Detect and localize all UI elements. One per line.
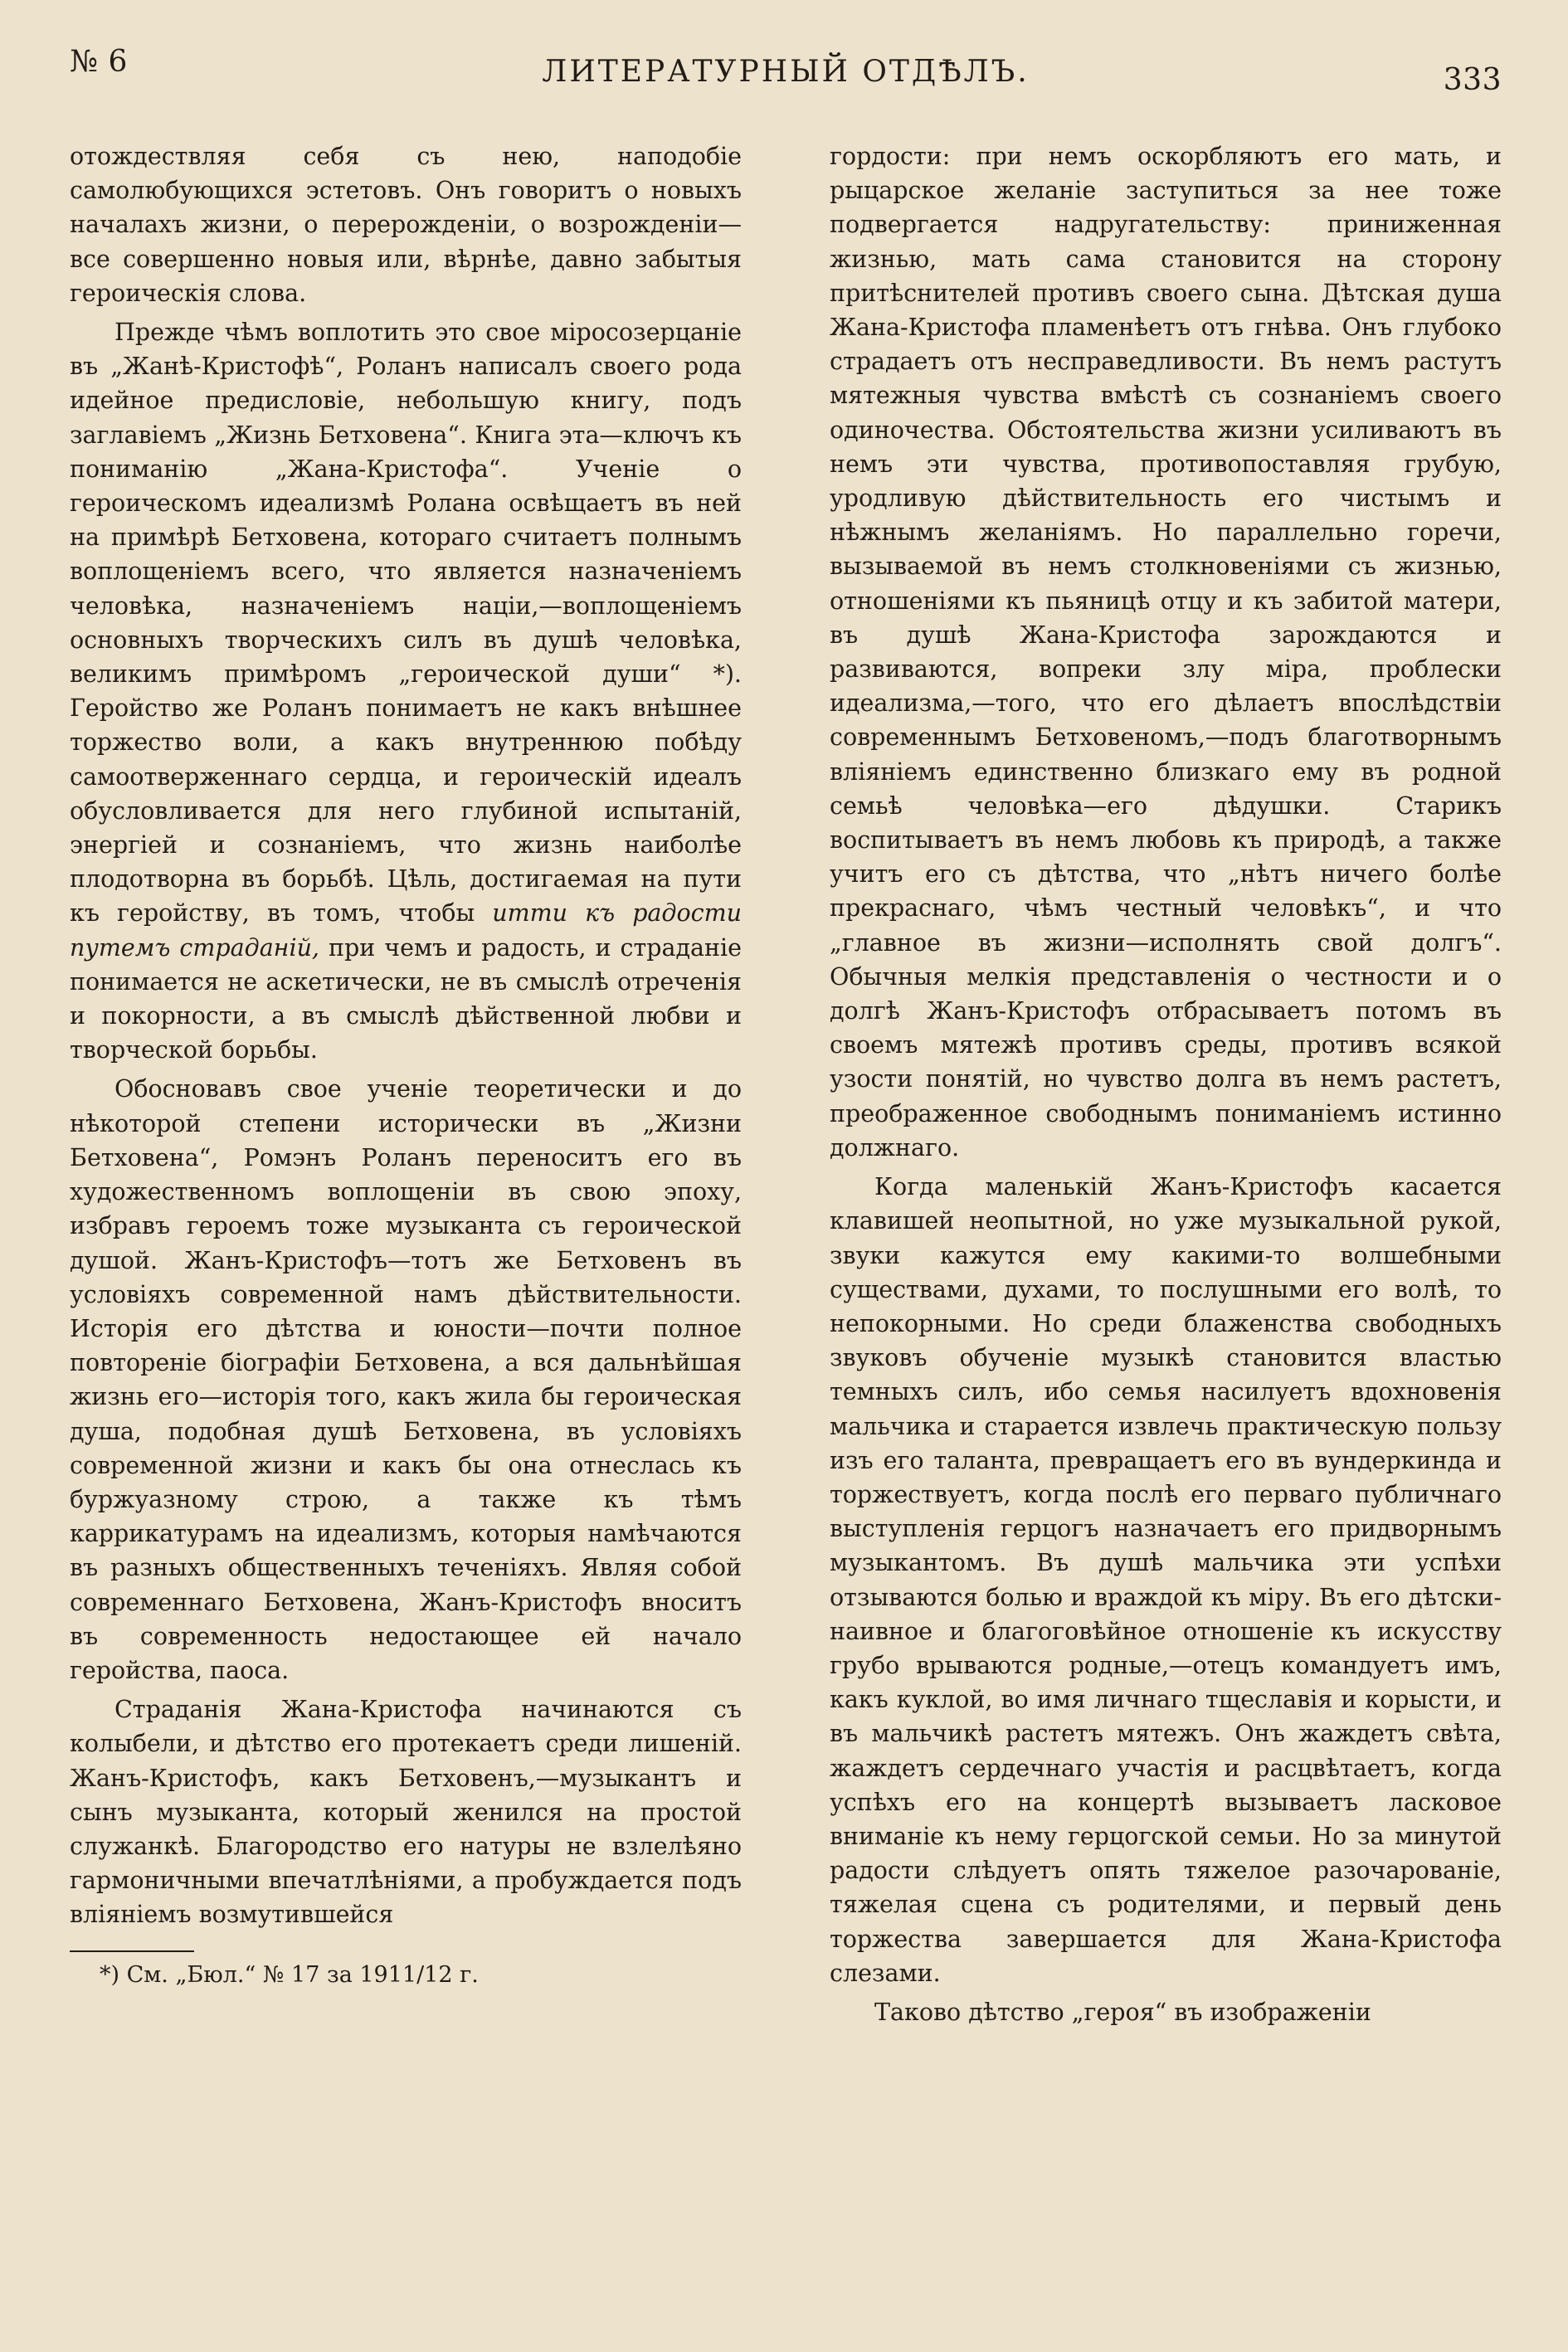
paragraph-text: при чемъ и радость, и страданіе понимается не аскетически, не въ смыслѣ отреченія и покорности, а въ смыслѣ дѣйственной любви и творческой борьбы.	[70, 933, 743, 1064]
footnote: *) См. „Бюл.“ № 17 за 1911/12 г.	[100, 1961, 479, 1988]
text-columns	[70, 139, 1502, 2034]
paragraph: отождествляя себя съ нею, наподобіе самолюбующихся эстетовъ. Онъ говоритъ о новыхъ началахъ жизни, о перерожденіи, о возрожденіи—все совершенно новыя или, вѣрнѣе, давно забытыя героическія слова.	[70, 143, 742, 307]
paragraph: Таково дѣтство „героя“ въ изображеніи	[874, 1998, 1371, 2026]
footnote-divider	[70, 1950, 194, 1952]
paragraph-text: Прежде чѣмъ воплотить это свое міросозерцаніе въ „Жанѣ-Кристофѣ“, Роланъ написалъ своего рода идейное предисловіе, небольшую книгу, подъ заглавіемъ „Жизнь Бетховена“. Книга эта—ключъ къ пониманію „Жана-Кристофа“. Ученіе о героическомъ идеализмѣ Ролана освѣщаетъ въ ней на примѣрѣ Бетховена, котораго считаетъ полнымъ воплощеніемъ всего, что является назначеніемъ человѣка, назначеніемъ націи,—воплощеніемъ основныхъ творческихъ силъ въ душѣ человѣка, великимъ примѣромъ „героической души“ *). Геройство же Роланъ понимаетъ не какъ внѣшнее торжество воли, а какъ внутреннюю побѣду самоотверженнаго сердца, и героическій идеалъ обусловливается для него глубиной испытаній, энергіей и сознаніемъ, что жизнь наиболѣе плодотворна въ борьбѣ. Цѣль, достигаемая на пути къ геройству, въ томъ, чтобы	[70, 319, 742, 928]
issue-number: № 6	[70, 45, 128, 79]
page-number: 333	[1443, 63, 1502, 97]
paragraph: Страданія Жана-Кристофа начинаются съ колыбели, и дѣтство его протекаетъ среди лишеній. Жанъ-Кристофъ, какъ Бетховенъ,—музыкантъ и сынъ музыканта, который женился на простой служанкѣ. Благородство его натуры не взлелѣяно гармоничными впечатлѣніями, а пробуждается подъ вліяніемъ возмутившейся	[70, 1696, 742, 1929]
paragraph: Когда маленькій Жанъ-Кристофъ касается клавишей неопытной, но уже музыкальной рукой, звуки кажутся ему какими-то волшебными существами, духами, то послушными его волѣ, то непокорными. Но среди блаженства свободныхъ звуковъ обученіе музыкѣ становится властью темныхъ силъ, ибо семья насилуетъ вдохновенія мальчика и старается извлечь практическую пользу изъ его таланта, превращаетъ его въ вундеркинда и торжествуетъ, когда послѣ его перваго публичнаго выступленія герцогъ назначаетъ его придворнымъ музыкантомъ. Въ душѣ мальчика эти успѣхи отзываются болью и враждой къ міру. Въ его дѣтски-наивное и благоговѣйное отношеніе къ искусству грубо врываются родные,—отецъ командуетъ имъ, какъ куклой, во имя личнаго тщеславія и корысти, и въ мальчикѣ растетъ мятежъ. Онъ жаждетъ свѣта, жаждетъ сердечнаго участія и расцвѣтаетъ, когда успѣхъ его на концертѣ вызываетъ ласковое вниманіе къ нему герцогской семьи. Но за минутой радости слѣдуетъ опять тяжелое разочарованіе, тяжелая сцена съ родителями, и первый день торжества завершается для Жана-Кристофа слезами.	[830, 1173, 1502, 1987]
paragraph	[70, 315, 742, 1067]
section-title: ЛИТЕРАТУРНЫЙ ОТДѢЛЪ.	[542, 55, 1030, 89]
page-header	[70, 45, 1502, 103]
right-column	[830, 139, 1502, 2034]
paragraph: Обосновавъ свое ученіе теоретически и до нѣкоторой степени исторически въ „Жизни Бетховена“, Ромэнъ Роланъ переноситъ его въ художественномъ воплощеніи въ свою эпоху, избравъ героемъ тоже музыканта съ героической душой. Жанъ-Кристофъ—тотъ же Бетховенъ въ условіяхъ современной намъ дѣйствительности. Исторія его дѣтства и юности—почти полное повтореніе біографіи Бетховена, а вся дальнѣйшая жизнь его—исторія того, какъ жила бы героическая душа, подобная душѣ Бетховена, въ условіяхъ современной жизни и какъ бы она отнеслась къ буржуазному строю, а также къ тѣмъ каррикатурамъ на идеализмъ, которыя намѣчаются въ разныхъ общественныхъ теченіяхъ. Являя собой современнаго Бетховена, Жанъ-Кристофъ вноситъ въ современность недостающее ей начало геройства, паоса.	[70, 1075, 742, 1684]
left-column	[70, 139, 742, 2034]
emphasis-text: итти къ радости путемъ страданій,	[70, 899, 742, 962]
paragraph: гордости: при немъ оскорбляютъ его мать, и рыцарское желаніе заступиться за нее тоже подвергается надругательству: приниженная жизнью, мать сама становится на сторону притѣснителей противъ своего сына. Дѣтская душа Жана-Кристофа пламенѣетъ отъ гнѣва. Онъ глубоко страдаетъ отъ несправедливости. Въ немъ растутъ мятежныя чувства вмѣстѣ съ сознаніемъ своего одиночества. Обстоятельства жизни усиливаютъ въ немъ эти чувства, противопоставляя грубую, уродливую дѣйствительность его чистымъ и нѣжнымъ желаніямъ. Но параллельно горечи, вызываемой въ немъ столкновеніями съ жизнью, отношеніями къ пьяницѣ отцу и къ забитой матери, въ душѣ Жана-Кристофа зарождаются и развиваются, вопреки злу міра, проблески идеализма,—того, что его дѣлаетъ впослѣдствіи современнымъ Бетховеномъ,—подъ благотворнымъ вліяніемъ единственно близкаго ему въ родной семьѣ человѣка—его дѣдушки. Старикъ воспитываетъ въ немъ любовь къ природѣ, а также учитъ его съ дѣтства, что „нѣтъ ничего болѣе прекраснаго, чѣмъ честный человѣкъ“, и что „главное въ жизни—исполнять свой долгъ“. Обычныя мелкія представленія о честности и о долгѣ Жанъ-Кристофъ отбрасываетъ потомъ въ своемъ мятежѣ противъ среды, противъ всякой узости понятій, но чувство долга въ немъ растетъ, преображенное свободнымъ пониманіемъ истинно должнаго.	[830, 143, 1502, 1161]
